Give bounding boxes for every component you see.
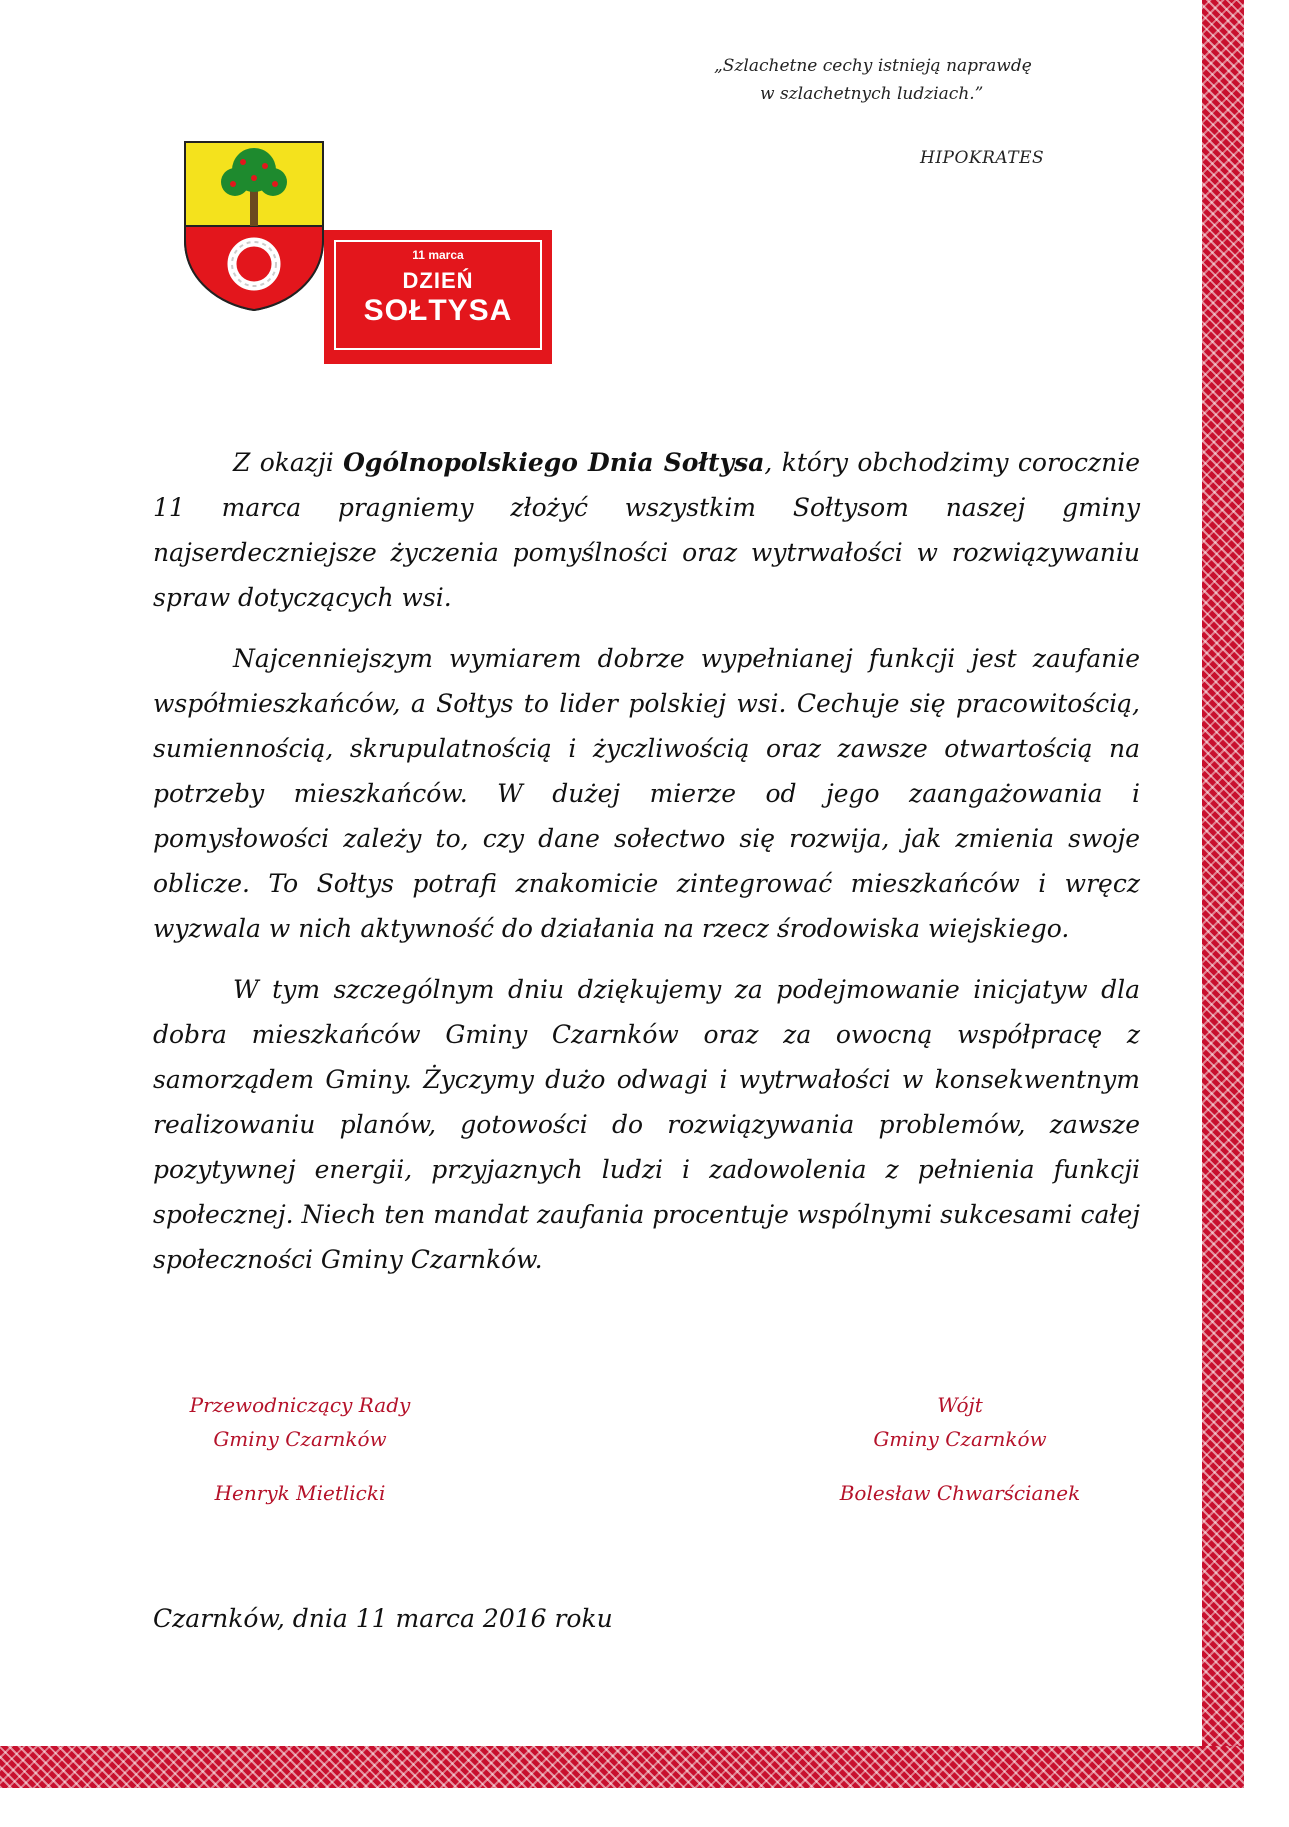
quote-author: HIPOKRATES xyxy=(920,148,1045,168)
sig-right-name: Bolesław Chwarścianek xyxy=(839,1481,1081,1505)
letter-body xyxy=(153,440,1140,1298)
badge-day: DZIEŃ xyxy=(402,268,474,293)
dzien-soltysa-badge xyxy=(324,230,552,364)
paragraph-3: W tym szczególnym dniu dziękujemy za podejmowanie inicjatyw dla dobra mieszkańców Gminy Czarnków oraz za owocną współpracę z samorządem Gminy. Życzymy dużo odwagi i wytrwałości w konsekwentnym realizowaniu planów, gotowości do rozwiązywania problemów, zawsze pozytywnej energii, przyjaznych ludzi i zadowolenia z pełnienia funkcji społecznej. Niech ten mandat zaufania procentuje wspólnymi sukcesami całej społeczności Gminy Czarnków. xyxy=(153,975,1140,1274)
sig-left-title-1: Przewodniczący Rady xyxy=(189,1393,411,1417)
sig-right-title-1: Wójt xyxy=(937,1393,983,1417)
paragraph-2: Najcenniejszym wymiarem dobrze wypełnianej funkcji jest zaufanie współmieszkańców, a Sołtys to lider polskiej wsi. Cechuje się pracowitością, sumiennością, skrupulatnością i życzliwością oraz zawsze otwartością na potrzeby mieszkańców. W dużej mierze od jego zaangażowania i pomysłowości zależy to, czy dane sołectwo się rozwija, jak zmienia swoje oblicze. To Sołtys potrafi znakomicie zintegrować mieszkańców i wręcz wyzwala w nich aktywność do działania na rzecz środowiska wiejskiego. xyxy=(153,644,1140,943)
p1-bold: Ogólnopolskiego Dnia Sołtysa xyxy=(343,448,765,477)
decorative-border-right xyxy=(1202,0,1244,1788)
quote-line-2: w szlachetnych ludziach.” xyxy=(760,84,984,104)
sig-right-title-2: Gminy Czarnków xyxy=(873,1427,1047,1451)
signature-right xyxy=(810,1388,1110,1510)
epigraph-quote xyxy=(660,52,1100,108)
badge-name: SOŁTYSA xyxy=(363,294,513,327)
p1-rest: , który obchodzimy corocznie 11 marca pragniemy złożyć wszystkim Sołtysom naszej gminy najserdeczniejsze życzenia pomyślności oraz wytrwałości w rozwiązywaniu spraw dotyczących wsi. xyxy=(153,448,1141,612)
decorative-border-bottom xyxy=(0,1746,1244,1788)
signature-left xyxy=(150,1388,450,1510)
date-line: Czarnków, dnia 11 marca 2016 roku xyxy=(153,1604,613,1633)
paragraph-1 xyxy=(153,440,1140,620)
p1-intro: Z okazji xyxy=(233,448,344,477)
quote-line-1: „Szlachetne cechy istnieją naprawdę xyxy=(714,56,1032,76)
sig-left-title-2: Gminy Czarnków xyxy=(213,1427,387,1451)
sig-left-name: Henryk Mietlicki xyxy=(214,1481,386,1505)
coat-of-arms-icon xyxy=(183,140,325,312)
badge-date: 11 marca xyxy=(412,248,464,262)
